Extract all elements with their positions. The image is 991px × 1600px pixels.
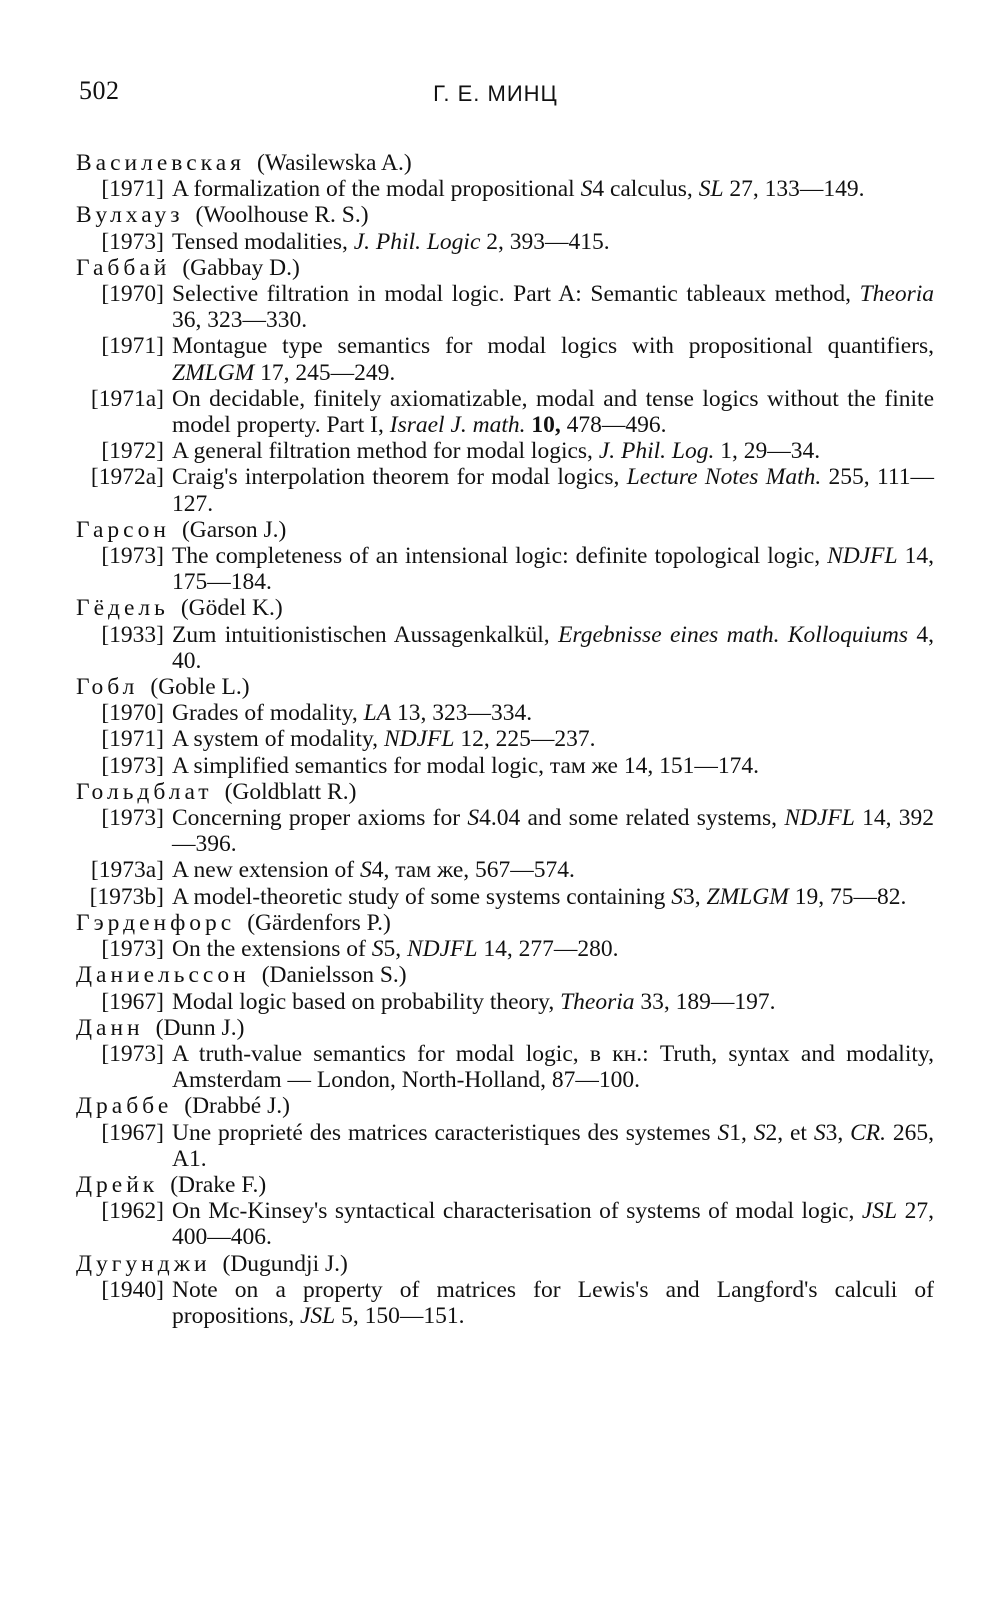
citation-italic: NDJFL: [827, 543, 898, 570]
entry-year: [1962]: [101, 1198, 164, 1225]
entry-year: [1973]: [101, 228, 164, 255]
author-name-latin: (Gabbay D.): [182, 254, 300, 281]
citation-italic: J. Phil. Logic: [353, 228, 481, 255]
citation-text: Concerning proper axioms for: [172, 805, 468, 832]
author-name-russian: Дугунджи: [76, 1250, 211, 1277]
entry-year: [1933]: [101, 621, 164, 648]
bibliography-entry: [76, 438, 938, 464]
entry-year: [1970]: [101, 281, 164, 308]
citation-text: Tensed modalities,: [172, 228, 354, 255]
citation-text: 12, 225—237.: [454, 726, 596, 753]
bibliography-entry: [76, 386, 938, 438]
citation-text: Note on a property of matrices for Lewis's and Langford's calculi of propositions,: [172, 1276, 934, 1329]
citation-text: On Mc-Kinsey's syntactical characterisation of systems of modal logic,: [172, 1198, 862, 1225]
author-name-latin: (Gödel K.): [180, 595, 283, 622]
entry-year: [1972]: [101, 438, 164, 465]
author-name-russian: Вулхауз: [76, 202, 184, 229]
author-heading: [76, 779, 938, 805]
bibliography-entry: [76, 1041, 938, 1093]
citation-text: 4 calculus,: [592, 176, 699, 203]
citation-text: 14, 392—396.: [172, 805, 934, 858]
citation-italic: S: [813, 1119, 826, 1146]
entry-year: [1973]: [101, 936, 164, 963]
citation-italic: S: [753, 1119, 766, 1146]
bibliography-entry: [76, 333, 938, 385]
entry-citation: [172, 229, 938, 255]
entry-citation: [172, 333, 938, 385]
bibliography-entry: [76, 989, 938, 1015]
citation-italic: Theoria: [859, 281, 934, 308]
author-group: [76, 779, 938, 910]
page-number: 502: [79, 76, 120, 105]
author-name-russian: Драббе: [76, 1093, 173, 1120]
bibliography-entry: [76, 281, 938, 333]
bibliography-entry: [76, 753, 938, 779]
author-name-latin: (Woolhouse R. S.): [195, 202, 369, 229]
entry-year: [1973a]: [90, 857, 164, 884]
author-group: [76, 910, 938, 962]
citation-text: Craig's interpolation theorem for modal logics,: [172, 464, 627, 491]
author-name-latin: (Drabbé J.): [184, 1093, 290, 1120]
bibliography-entry: [76, 543, 938, 595]
citation-italic: S: [371, 936, 384, 963]
citation-italic: NDJFL: [784, 805, 855, 832]
author-group: [76, 202, 938, 254]
entry-citation: [172, 857, 938, 883]
running-head: Г. Е. МИНЦ: [433, 81, 558, 106]
author-heading: [76, 1093, 938, 1119]
author-heading: [76, 517, 938, 543]
citation-text: 4, там же, 567—574.: [371, 857, 575, 884]
citation-text: 17, 245—249.: [254, 359, 396, 386]
entry-year: [1973]: [101, 752, 164, 779]
bibliography-entry: [76, 1198, 938, 1250]
entry-year: [1973]: [101, 1040, 164, 1067]
citation-italic: LA: [363, 700, 392, 727]
author-name-latin: (Wasilewska A.): [256, 150, 412, 176]
entry-citation: [172, 1198, 938, 1250]
author-group: [76, 674, 938, 779]
entry-year: [1971a]: [90, 385, 164, 412]
entry-citation: [172, 936, 938, 962]
citation-italic: Lecture Notes Math.: [626, 464, 822, 491]
entry-citation: [172, 464, 938, 516]
citation-text: The completeness of an intensional logic: definite topological logic,: [172, 543, 828, 570]
entry-citation: [172, 989, 938, 1015]
bibliography-entry: [76, 857, 938, 883]
entry-year: [1971]: [101, 176, 164, 203]
author-heading: [76, 910, 938, 936]
bibliography-entry: [76, 805, 938, 857]
citation-text: 1,: [729, 1119, 754, 1146]
citation-text: Grades of modality,: [172, 700, 364, 727]
citation-text: 4, 40.: [172, 621, 935, 674]
bibliography-entry: [76, 700, 938, 726]
author-name-latin: (Danielsson S.): [261, 962, 407, 989]
entry-citation: [172, 700, 938, 726]
author-group: [76, 150, 938, 202]
citation-text: A formalization of the modal propositional: [172, 176, 581, 203]
citation-text: 33, 189—197.: [634, 988, 776, 1015]
author-group: [76, 595, 938, 674]
author-name-latin: (Goldblatt R.): [224, 778, 357, 805]
bibliography-entry: [76, 884, 938, 910]
citation-text: 5,: [383, 936, 407, 963]
citation-text: Une proprieté des matrices caracteristiques des systemes: [172, 1119, 718, 1146]
author-name-russian: Гёдель: [76, 595, 169, 622]
author-name-russian: Дрейк: [76, 1171, 159, 1198]
citation-italic: Theoria: [560, 988, 635, 1015]
citation-italic: ZMLGM: [172, 359, 255, 386]
entry-year: [1972a]: [90, 464, 164, 491]
entry-year: [1971]: [101, 333, 164, 360]
citation-text: Modal logic based on probability theory,: [172, 988, 561, 1015]
citation-text: A truth-value semantics for modal logic, в кн.: Truth, syntax and modality, Amsterdam — London, North-Holland, 87—100.: [172, 1040, 934, 1094]
author-heading: [76, 150, 938, 176]
author-name-latin: (Dugundji J.): [222, 1250, 348, 1277]
author-group: [76, 517, 938, 596]
author-name-russian: Гэрденфорс: [76, 909, 236, 936]
citation-text: 19, 75—82.: [788, 883, 907, 910]
author-heading: [76, 202, 938, 228]
author-name-russian: Василевская: [76, 150, 245, 176]
bibliography-list: [76, 150, 938, 1329]
citation-italic: Israel J. math.: [389, 412, 526, 439]
citation-text: 27, 133—149.: [723, 176, 865, 203]
entry-citation: [172, 1277, 938, 1329]
entry-citation: [172, 622, 938, 674]
author-name-latin: (Garson J.): [181, 516, 287, 543]
citation-text: 14, 277—280.: [477, 936, 619, 963]
bibliography-entry: [76, 229, 938, 255]
author-name-latin: (Drake F.): [170, 1171, 267, 1198]
author-heading: [76, 674, 938, 700]
citation-text: 4.04 and some related systems,: [479, 805, 785, 832]
author-heading: [76, 1251, 938, 1277]
citation-text: A new extension of: [172, 857, 360, 884]
citation-text: On the extensions of: [172, 936, 372, 963]
citation-text: A model-theoretic study of some systems containing: [172, 883, 672, 910]
citation-bold: 10,: [531, 412, 561, 439]
citation-text: 5, 150—151.: [335, 1302, 465, 1329]
author-group: [76, 962, 938, 1014]
entry-year: [1940]: [101, 1276, 164, 1303]
entry-citation: [172, 884, 938, 910]
citation-italic: S: [359, 857, 372, 884]
citation-text: 478—496.: [560, 412, 667, 439]
author-name-russian: Гарсон: [76, 516, 170, 543]
author-group: [76, 1015, 938, 1094]
citation-text: 3,: [825, 1119, 851, 1146]
citation-text: A general filtration method for modal logics,: [172, 438, 599, 465]
author-heading: [76, 595, 938, 621]
author-heading: [76, 1172, 938, 1198]
citation-text: 36, 323—330.: [172, 307, 308, 334]
citation-italic: ZMLGM: [706, 883, 789, 910]
citation-text: 2, et: [765, 1119, 814, 1146]
citation-text: A simplified semantics for modal logic, там же 14, 151—174.: [172, 752, 759, 779]
bibliography-entry: [76, 936, 938, 962]
citation-text: A system of modality,: [172, 726, 384, 753]
entry-year: [1973]: [101, 805, 164, 832]
citation-italic: S: [580, 176, 593, 203]
entry-citation: [172, 753, 938, 779]
bibliography-entry: [76, 622, 938, 674]
citation-italic: S: [717, 1119, 730, 1146]
entry-citation: [172, 543, 938, 595]
author-name-russian: Гольдблат: [76, 778, 213, 805]
author-name-latin: (Gärdenfors P.): [247, 909, 391, 936]
entry-citation: [172, 805, 938, 857]
entry-citation: [172, 1120, 938, 1172]
citation-text: On decidable, finitely axiomatizable, modal and tense logics without the finite model property. Part I,: [172, 385, 934, 439]
citation-text: Selective filtration in modal logic. Part A: Semantic tableaux method,: [172, 281, 860, 308]
citation-italic: JSL: [299, 1302, 336, 1329]
citation-text: 13, 323—334.: [391, 700, 533, 727]
citation-italic: NDJFL: [406, 936, 478, 963]
author-name-russian: Гобл: [76, 674, 139, 701]
author-heading: [76, 255, 938, 281]
entry-year: [1967]: [101, 988, 164, 1015]
citation-text: 1, 29—34.: [714, 438, 821, 465]
entry-year: [1967]: [101, 1119, 164, 1146]
citation-text: 2, 393—415.: [480, 228, 610, 255]
author-name-russian: Габбай: [76, 254, 171, 281]
entry-citation: [172, 386, 938, 438]
citation-text: 27, 400—406.: [172, 1198, 935, 1251]
author-name-latin: (Goble L.): [150, 674, 250, 701]
author-name-russian: Данн: [76, 1014, 144, 1041]
author-name-russian: Даниельссон: [76, 962, 250, 989]
citation-text: 14, 175—184.: [172, 543, 934, 596]
entry-citation: [172, 281, 938, 333]
author-group: [76, 1172, 938, 1251]
citation-italic: J. Phil. Log.: [598, 438, 715, 465]
entry-citation: [172, 176, 938, 202]
entry-year: [1973b]: [89, 883, 164, 910]
author-group: [76, 255, 938, 517]
citation-text: 265, A1.: [172, 1119, 935, 1172]
entry-year: [1970]: [101, 700, 164, 727]
author-group: [76, 1251, 938, 1330]
author-name-latin: (Dunn J.): [155, 1014, 245, 1041]
citation-italic: Ergebnisse eines math. Kolloquiums: [558, 621, 909, 648]
entry-citation: [172, 438, 938, 464]
bibliography-entry: [76, 1277, 938, 1329]
citation-italic: S: [467, 805, 480, 832]
author-heading: [76, 962, 938, 988]
citation-italic: SL: [698, 176, 724, 203]
author-group: [76, 1093, 938, 1172]
citation-text: 3,: [683, 883, 707, 910]
author-heading: [76, 1015, 938, 1041]
citation-text: Zum intuitionistischen Aussagenkalkül,: [172, 621, 559, 648]
entry-citation: [172, 1041, 938, 1093]
entry-year: [1971]: [101, 726, 164, 753]
citation-text: 255, 111—127.: [172, 464, 934, 517]
bibliography-entry: [76, 464, 938, 516]
citation-italic: S: [671, 883, 684, 910]
citation-italic: CR.: [850, 1119, 886, 1146]
bibliography-entry: [76, 726, 938, 752]
citation-italic: NDJFL: [383, 726, 455, 753]
bibliography-entry: [76, 1120, 938, 1172]
entry-citation: [172, 726, 938, 752]
entry-year: [1973]: [101, 543, 164, 570]
citation-italic: JSL: [861, 1198, 898, 1225]
citation-text: Montague type semantics for modal logics with propositional quantifiers,: [172, 333, 934, 360]
bibliography-entry: [76, 176, 938, 202]
